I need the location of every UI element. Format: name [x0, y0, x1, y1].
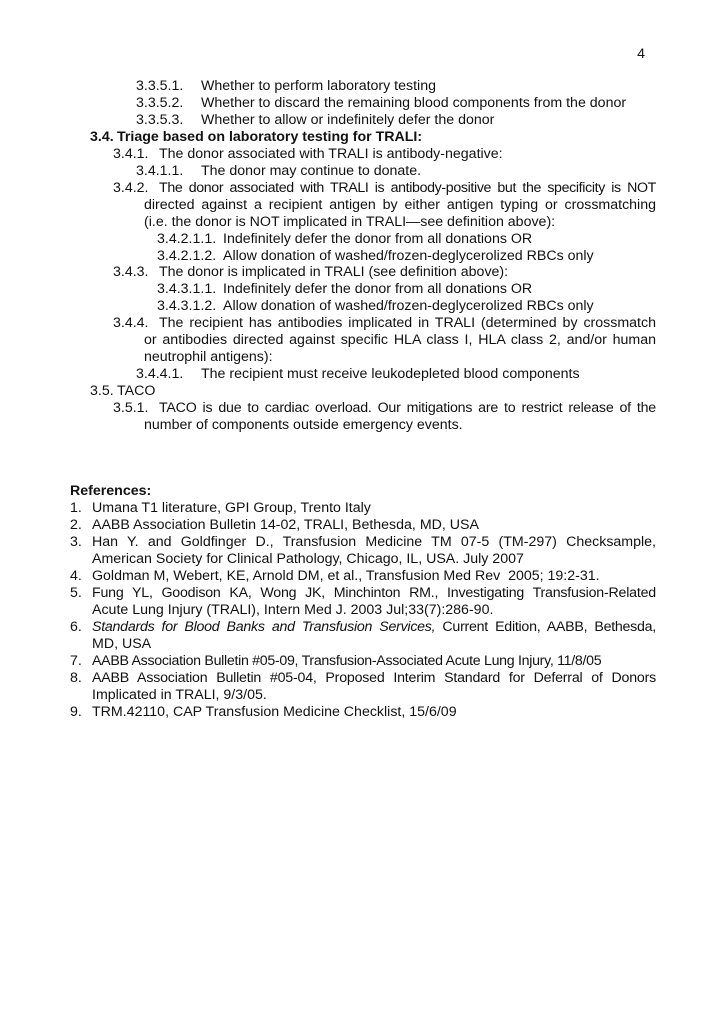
reference-text: AABB Association Bulletin #05-09, Transfusion-Associated Acute Lung Injury, 11/8/05: [92, 653, 602, 669]
item-text-line-3: (i.e. the donor is NOT implicated in TRALI—see definition above):: [144, 214, 556, 230]
outline-item-3-4-4: [113, 315, 159, 332]
reference-number: 7.: [70, 653, 82, 669]
item-number: 3.4.4.: [113, 315, 149, 331]
reference-item: [70, 500, 371, 517]
item-text: Whether to perform laboratory testing: [201, 78, 436, 94]
item-number: 3.4.3.1.2.: [157, 298, 217, 314]
item-text-line-3: neutrophil antigens):: [144, 349, 273, 365]
item-number: 3.4.1.1.: [136, 163, 184, 179]
item-number: 3.4.3.1.1.: [157, 281, 217, 297]
item-text: Allow donation of washed/frozen-deglycerolized RBCs only: [223, 248, 594, 264]
item-text: The donor associated with TRALI is antibody-negative:: [159, 146, 503, 162]
outline-item-3-4-3-1-2: [157, 298, 594, 315]
outline-item-3-3-5-3: [136, 112, 494, 129]
reference-number: 3.: [70, 534, 82, 550]
item-text-line-1: The donor associated with TRALI is antibody-positive but the specificity is NOT: [159, 180, 656, 196]
item-text: Indefinitely defer the donor from all donations OR: [223, 231, 533, 247]
outline-item-3-4-1-1: [136, 163, 421, 180]
item-text-line-2: number of components outside emergency events.: [144, 417, 463, 433]
reference-text-line-1: Fung YL, Goodison KA, Wong JK, Minchinton RM., Investigating Transfusion-Related: [92, 585, 656, 601]
item-text-line-2: directed against a recipient antigen by either antigen typing or crossmatching: [144, 197, 656, 213]
reference-item: [70, 704, 457, 721]
reference-item: [70, 534, 92, 551]
item-text: Whether to allow or indefinitely defer the donor: [201, 112, 495, 128]
outline-item-3-4-2-1-2: [157, 248, 594, 265]
item-text: Indefinitely defer the donor from all donations OR: [223, 281, 533, 297]
item-number: 3.3.5.3.: [136, 112, 184, 128]
reference-text: Umana T1 literature, GPI Group, Trento Italy: [92, 500, 371, 516]
reference-text-line-1: AABB Association Bulletin #05-04, Proposed Interim Standard for Deferral of Donors: [92, 670, 656, 686]
outline-item-3-4-2-1-1: [157, 231, 532, 248]
item-text: The donor is implicated in TRALI (see definition above):: [159, 264, 509, 280]
outline-item-3-5-1: [113, 400, 159, 417]
item-number: 3.4.3.: [113, 264, 149, 280]
item-number: 3.3.5.2.: [136, 95, 184, 111]
item-text: The recipient must receive leukodepleted blood components: [201, 366, 580, 382]
reference-item: [70, 585, 92, 602]
section-number: 3.5.: [90, 383, 114, 399]
reference-number: 8.: [70, 670, 82, 686]
section-title: TACO: [117, 383, 156, 399]
reference-item: [70, 670, 92, 687]
item-text-line-2: or antibodies directed against specific HLA class I, HLA class 2, and/or human: [144, 332, 656, 348]
references-heading: References:: [70, 483, 152, 499]
reference-text: Goldman M, Webert, KE, Arnold DM, et al., Transfusion Med Rev 2005; 19:2-31.: [92, 568, 600, 584]
item-text-line-1: TACO is due to cardiac overload. Our mitigations are to restrict release of the: [159, 400, 656, 416]
section-heading-3-5: [90, 383, 155, 400]
item-number: 3.5.1.: [113, 400, 149, 416]
outline-item-3-3-5-1: [136, 78, 436, 95]
reference-text-line-1: [92, 619, 656, 636]
reference-text: AABB Association Bulletin 14-02, TRALI, Bethesda, MD, USA: [92, 517, 479, 533]
reference-item: [70, 568, 600, 585]
reference-item: [70, 653, 601, 670]
outline-item-3-4-3: [113, 264, 508, 281]
item-text: Allow donation of washed/frozen-deglycerolized RBCs only: [223, 298, 594, 314]
reference-item: [70, 517, 479, 534]
reference-item: [70, 619, 92, 636]
reference-number: 5.: [70, 585, 82, 601]
reference-text-line-2: American Society for Clinical Pathology, Chicago, IL, USA. July 2007: [92, 551, 524, 567]
section-heading-3-4: [90, 129, 422, 146]
reference-text: Current Edition, AABB, Bethesda,: [435, 619, 656, 635]
reference-number: 6.: [70, 619, 82, 635]
reference-text-line-2: MD, USA: [92, 636, 152, 652]
outline-item-3-4-2: [113, 180, 159, 197]
item-number: 3.4.1.: [113, 146, 149, 162]
item-number: 3.4.2.1.2.: [157, 248, 217, 264]
item-number: 3.4.2.: [113, 180, 149, 196]
section-number: 3.4.: [90, 129, 114, 145]
item-text: Whether to discard the remaining blood components from the donor: [201, 95, 627, 111]
reference-number: 1.: [70, 500, 82, 516]
reference-number: 4.: [70, 568, 82, 584]
item-text: The donor may continue to donate.: [201, 163, 422, 179]
reference-number: 9.: [70, 704, 82, 720]
item-number: 3.4.2.1.1.: [157, 231, 217, 247]
outline-item-3-4-1: [113, 146, 503, 163]
reference-title-italic: Standards for Blood Banks and Transfusion Services,: [92, 619, 436, 635]
reference-text: TRM.42110, CAP Transfusion Medicine Checklist, 15/6/09: [92, 704, 457, 720]
page-number: 4: [637, 46, 645, 62]
section-title: Triage based on laboratory testing for TRALI:: [117, 129, 423, 145]
item-number: 3.4.4.1.: [136, 366, 184, 382]
outline-item-3-4-4-1: [136, 366, 580, 383]
reference-text-line-1: Han Y. and Goldfinger D., Transfusion Medicine TM 07-5 (TM-297) Checksample,: [92, 534, 656, 550]
reference-text-line-2: Implicated in TRALI, 9/3/05.: [92, 687, 267, 703]
outline-item-3-4-3-1-1: [157, 281, 532, 298]
item-text-line-1: The recipient has antibodies implicated in TRALI (determined by crossmatch: [159, 315, 656, 331]
outline-item-3-3-5-2: [136, 95, 626, 112]
reference-text-line-2: Acute Lung Injury (TRALI), Intern Med J. 2003 Jul;33(7):286-90.: [92, 602, 494, 618]
item-number: 3.3.5.1.: [136, 78, 184, 94]
reference-number: 2.: [70, 517, 82, 533]
